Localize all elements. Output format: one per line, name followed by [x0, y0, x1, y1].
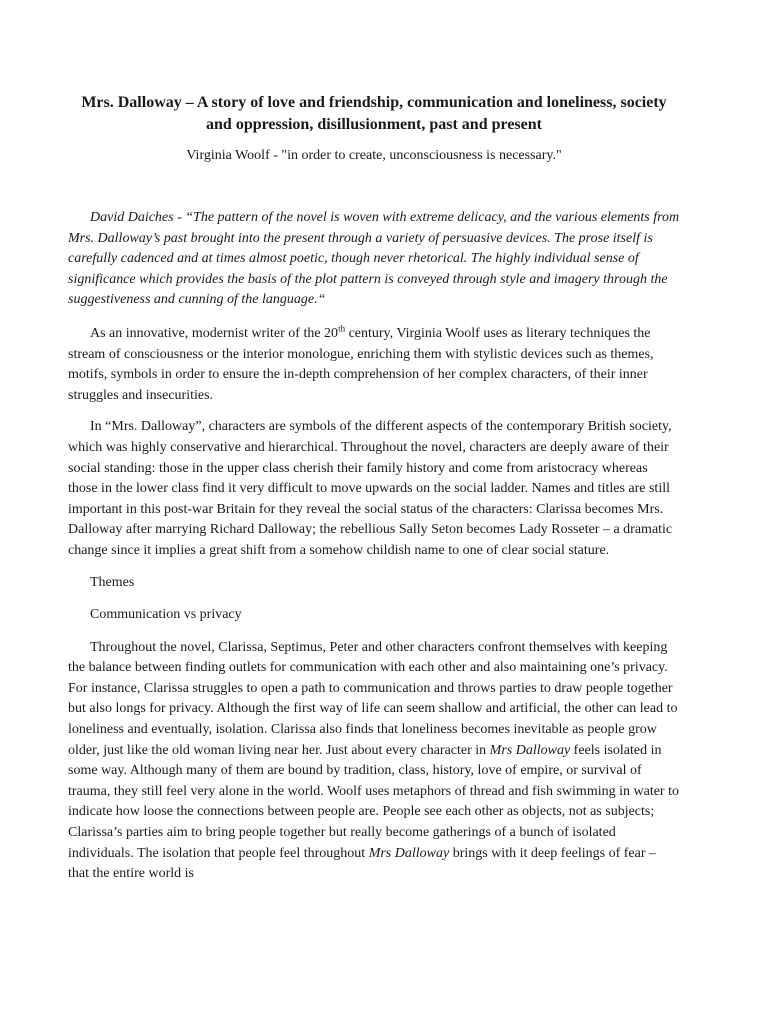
paragraph-society: In “Mrs. Dalloway”, characters are symbols of the different aspects of the contemporary British society, which was highly conservative and hierarchical. Throughout the novel, characters are deeply aware of their social standing: those in the upper class cherish their family history and come from aristocracy whereas those in the lower class find it very difficult to move upwards on the social ladder. Names and titles are still important in this post-war Britain for they reveal the social status of the characters: Clarissa becomes Mrs. Dalloway after marrying Richard Dalloway; the rebellious Sally Seton becomes Lady Rosseter – a dramatic change since it implies a great shift from a somehow childish name to one of clear social stature. [68, 419, 673, 558]
paragraph-communication-text-1: Throughout the novel, Clarissa, Septimus, Peter and other characters confront themselves with keeping the balance between finding outlets for communication with each other and also maintaining one’s privacy. For instance, Clarissa struggles to open a path to communication and throws parties to draw people together but also longs for privacy. Although the first way of life can seem shallow and artificial, the other can lead to loneliness and eventually, isolation. Clarissa also finds that loneliness becomes inevitable as people grow older, just like the old woman living near her. Just about every character in [68, 639, 678, 758]
paragraph-intro [68, 324, 680, 406]
document-title: Mrs. Dalloway – A story of love and friendship, communication and loneliness, society and oppression, disillusionment, past and present [81, 94, 667, 133]
paragraph-communication-text-2: feels isolated in some way. Although many of them are bound by tradition, class, history, love of empire, or survival of trauma, they still feel very alone in the world. Woolf uses metaphors of thread and fish swimming in water to indicate how loose the connections between people are. People see each other as objects, not as subjects; Clarissa’s parties aim to bring people together but really become gatherings of a bunch of isolated individuals. The isolation that people feel throughout [68, 742, 679, 861]
daiches-quote: David Daiches - “The pattern of the novel is woven with extreme delicacy, and the various elements from Mrs. Dalloway’s past brought into the present through a variety of persuasive devices. The prose itself is carefully cadenced and at times almost poetic, though never rhetorical. The highly individual sense of significance which provides the basis of the plot pattern is conveyed through style and imagery through the suggestiveness and cunning of the language.“ [68, 210, 680, 308]
epigraph: Virginia Woolf - "in order to create, unconsciousness is necessary." [186, 148, 562, 163]
paragraph-communication-text-3: brings with it deep feelings of fear – that the entire world is [68, 845, 657, 882]
superscript-th: th [338, 323, 346, 334]
paragraph-intro-text-cont: century, Virginia Woolf uses as literary techniques the stream of consciousness or the interior monologue, enriching them with stylistic devices such as themes, motifs, symbols in order to ensure the in-depth comprehension of her complex characters, of their inner struggles and insecurities. [68, 325, 654, 403]
heading-communication: Communication vs privacy [90, 607, 242, 623]
heading-themes: Themes [90, 574, 135, 590]
paragraph-intro-text: As an innovative, modernist writer of the 20 [90, 325, 339, 341]
paragraph-communication [68, 638, 680, 885]
book-title-emphasis: Mrs Dalloway [489, 742, 571, 758]
document-page [68, 92, 680, 896]
book-title-emphasis: Mrs Dalloway [368, 845, 450, 861]
